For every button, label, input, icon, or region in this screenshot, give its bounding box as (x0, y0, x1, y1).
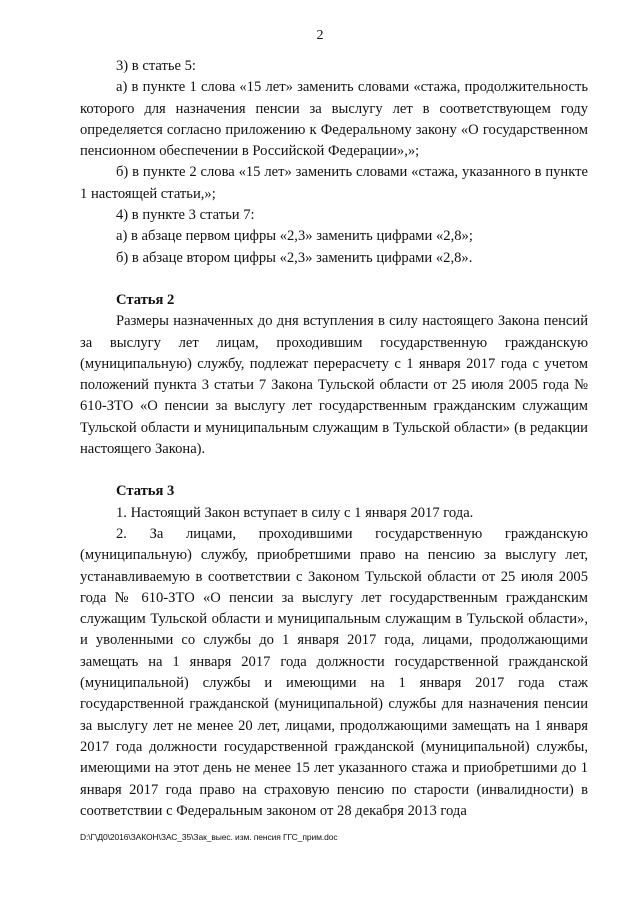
article-3-heading: Статья 3 (116, 483, 175, 500)
paragraph-art5-a: а) в пункте 1 слова «15 лет» заменить словами «стажа, продолжительность которого для назначения пенсии за выслугу лет в соответствующем году определяется согласно приложению к Федеральному закону «О государственном пенсионном обеспечении в Российской Федерации»,»; (80, 79, 588, 160)
article-2-text: Размеры назначенных до дня вступления в силу настоящего Закона пенсий за выслугу лет лицам, проходившим государственную гражданскую (муниципальную) службу, подлежат перерасчету с 1 января 2017 года с учетом положений пункта 3 статьи 7 Закона Тульской области от 25 июля 2005 года № 610-ЗТО «О пенсии за выслугу лет государственным гражданским служащим Тульской области и муниципальным служащим в Тульской области» (в редакции настоящего Закона). (80, 313, 588, 458)
article-3-p2: 2. За лицами, проходившими государственную гражданскую (муниципальную) службу, приобретшими право на пенсию за выслугу лет, устанавливаемую в соответствии с Законом Тульской области от 25 июля 2005 года № 610-ЗТО «О пенсии за выслугу лет государственным гражданским служащим Тульской области и муниципальным служащим в Тульской области», и уволенными со службы до 1 января 2017 года, лицами, продолжающими замещать на 1 января 2017 года должности государственной гражданской (муниципальной) службы и имеющими на 1 января 2017 года стаж государственной гражданской (муниципальной) службы для назначения пенсии за выслугу лет не менее 20 лет, лицами, продолжающими замещать на 1 января 2017 года должности государственной гражданской (муниципальной) службы, имеющими на этот день не менее 15 лет указанного стажа и приобретшими до 1 января 2017 года право на страховую пенсию по старости (инвалидности) в соответствии с Федеральным законом от 28 декабря 2013 года (80, 525, 588, 819)
page-number: 2 (316, 28, 324, 43)
article-3-p1: 1. Настоящий Закон вступает в силу с 1 января 2017 года. (116, 504, 474, 521)
paragraph-art5: 3) в статье 5: (116, 58, 196, 74)
paragraph-art5-b: б) в пункте 2 слова «15 лет» заменить словами «стажа, указанного в пункте 1 настоящей статьи,»; (80, 164, 588, 202)
article-2-heading: Статья 2 (116, 291, 175, 308)
paragraph-art7-a: а) в абзаце первом цифры «2,3» заменить цифрами «2,8»; (116, 228, 473, 245)
document-body (80, 56, 588, 822)
paragraph-art7: 4) в пункте 3 статьи 7: (116, 207, 255, 224)
footer-file-path: D:\Г\Д0\2016\ЗАКОН\ЗАС_35\Зак_выес. изм. пенсия ГГС_прим.doc (80, 832, 338, 842)
paragraph-art7-b: б) в абзаце втором цифры «2,3» заменить цифрами «2,8». (116, 249, 473, 266)
